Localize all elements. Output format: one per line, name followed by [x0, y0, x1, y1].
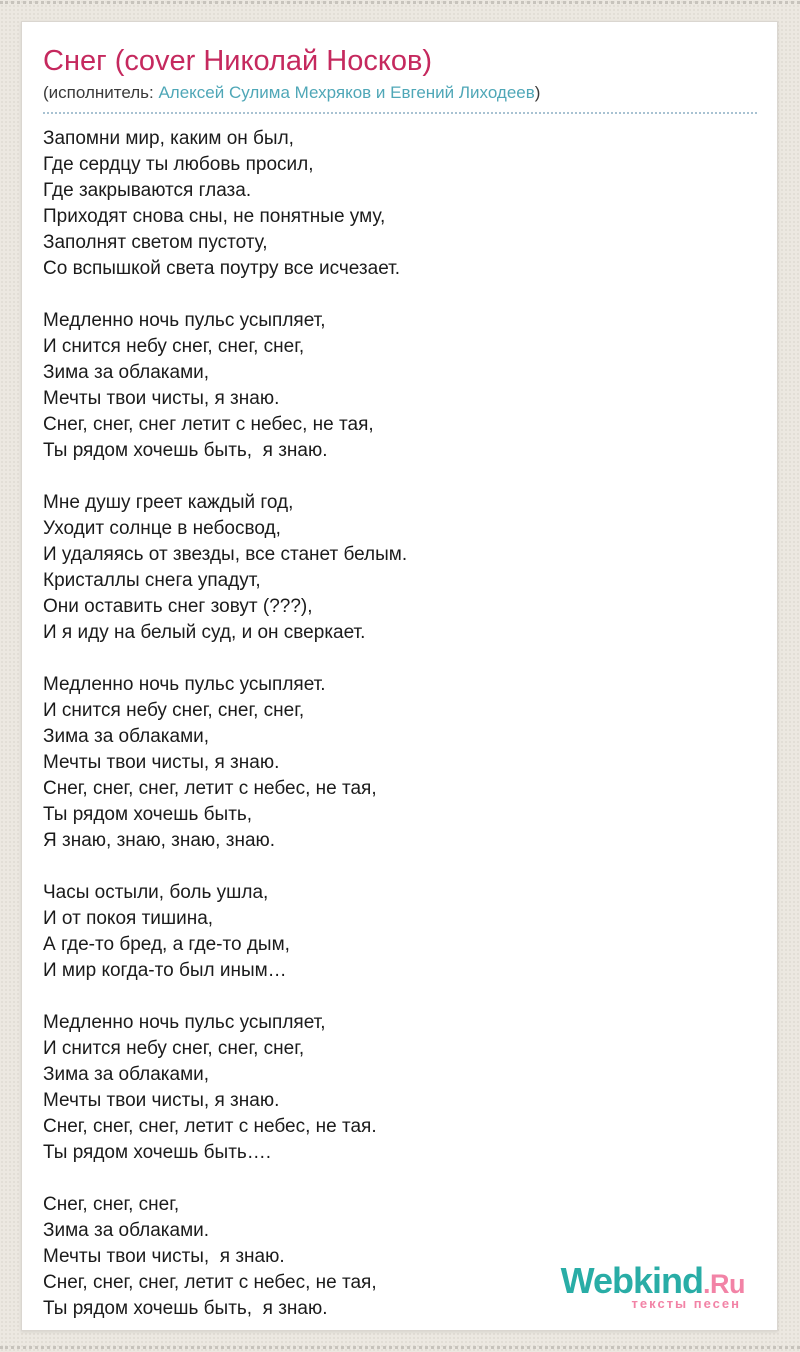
lyric-line: Мечты твои чисты, я знаю. [43, 388, 280, 410]
lyric-line: И от покоя тишина, [43, 908, 214, 930]
lyric-line: Приходят снова сны, не понятные уму, [43, 206, 386, 228]
lyric-line: Со вспышкой света поутру все исчезает. [43, 258, 401, 280]
content-card [21, 21, 778, 1331]
lyric-line: Кристаллы снега упадут, [43, 570, 261, 592]
lyric-line: И я иду на белый суд, и он сверкает. [43, 622, 366, 644]
lyric-line: Медленно ночь пульс усыпляет, [43, 1012, 326, 1034]
page-title: Снег (cover Николай Носков) [43, 45, 433, 77]
stanza [43, 1010, 757, 1166]
site-logo-tagline: тексты песен [631, 1296, 741, 1311]
stanza [43, 880, 757, 984]
lyric-line: Ты рядом хочешь быть…. [43, 1142, 272, 1164]
lyric-line: И удаляясь от звезды, все станет белым. [43, 544, 408, 566]
lyric-line: Мечты твои чисты, я знаю. [43, 1090, 280, 1112]
lyric-line: Медленно ночь пульс усыпляет. [43, 674, 326, 696]
artist-label: (исполнитель: [43, 83, 159, 103]
lyric-line: И мир когда-то был иным… [43, 960, 287, 982]
lyric-line: А где-то бред, а где-то дым, [43, 934, 290, 956]
stanza [43, 308, 757, 464]
site-logo[interactable] [560, 1260, 745, 1311]
lyric-line: Снег, снег, снег, [43, 1194, 180, 1216]
lyric-line: Зима за облаками. [43, 1220, 210, 1242]
artist-link[interactable]: Алексей Сулима Мехряков и Евгений Лиходеев [158, 83, 535, 103]
lyric-line: Зима за облаками, [43, 1064, 210, 1086]
lyric-line: Заполнят светом пустоту, [43, 232, 268, 254]
stanza [43, 126, 757, 282]
lyric-line: Я знаю, знаю, знаю, знаю. [43, 830, 276, 852]
lyric-line: Снег, снег, снег летит с небес, не тая, [43, 414, 374, 436]
lyric-line: Ты рядом хочешь быть, [43, 804, 253, 826]
lyric-line: Снег, снег, снег, летит с небес, не тая, [43, 1272, 377, 1294]
site-logo-domain: .Ru [703, 1269, 745, 1299]
lyric-line: Мне душу греет каждый год, [43, 492, 294, 514]
lyric-line: Зима за облаками, [43, 362, 210, 384]
lyric-line: Медленно ночь пульс усыпляет, [43, 310, 326, 332]
lyric-line: Снег, снег, снег, летит с небес, не тая. [43, 1116, 377, 1138]
lyric-line: Уходит солнце в небосвод, [43, 518, 281, 540]
lyric-line: Зима за облаками, [43, 726, 210, 748]
lyric-line: Часы остыли, боль ушла, [43, 882, 269, 904]
stanza [43, 672, 757, 854]
artist-row [43, 83, 757, 114]
lyric-line: Они оставить снег зовут (???), [43, 596, 313, 618]
artist-label-suffix: ) [534, 83, 541, 103]
lyric-line: Ты рядом хочешь быть, я знаю. [43, 1298, 328, 1320]
lyric-line: И снится небу снег, снег, снег, [43, 700, 305, 722]
lyric-line: Запомни мир, каким он был, [43, 128, 294, 150]
top-dotted-border [0, 1, 800, 4]
lyric-line: Где сердцу ты любовь просил, [43, 154, 314, 176]
lyrics [43, 126, 757, 1322]
lyric-line: И снится небу снег, снег, снег, [43, 1038, 305, 1060]
lyric-line: И снится небу снег, снег, снег, [43, 336, 305, 358]
bottom-dotted-border [0, 1346, 800, 1349]
lyric-line: Мечты твои чисты, я знаю. [43, 1246, 285, 1268]
site-logo-text: Webkind [560, 1260, 703, 1301]
lyric-line: Где закрываются глаза. [43, 180, 252, 202]
lyric-line: Мечты твои чисты, я знаю. [43, 752, 280, 774]
stanza [43, 490, 757, 646]
lyric-line: Ты рядом хочешь быть, я знаю. [43, 440, 328, 462]
lyric-line: Снег, снег, снег, летит с небес, не тая, [43, 778, 377, 800]
